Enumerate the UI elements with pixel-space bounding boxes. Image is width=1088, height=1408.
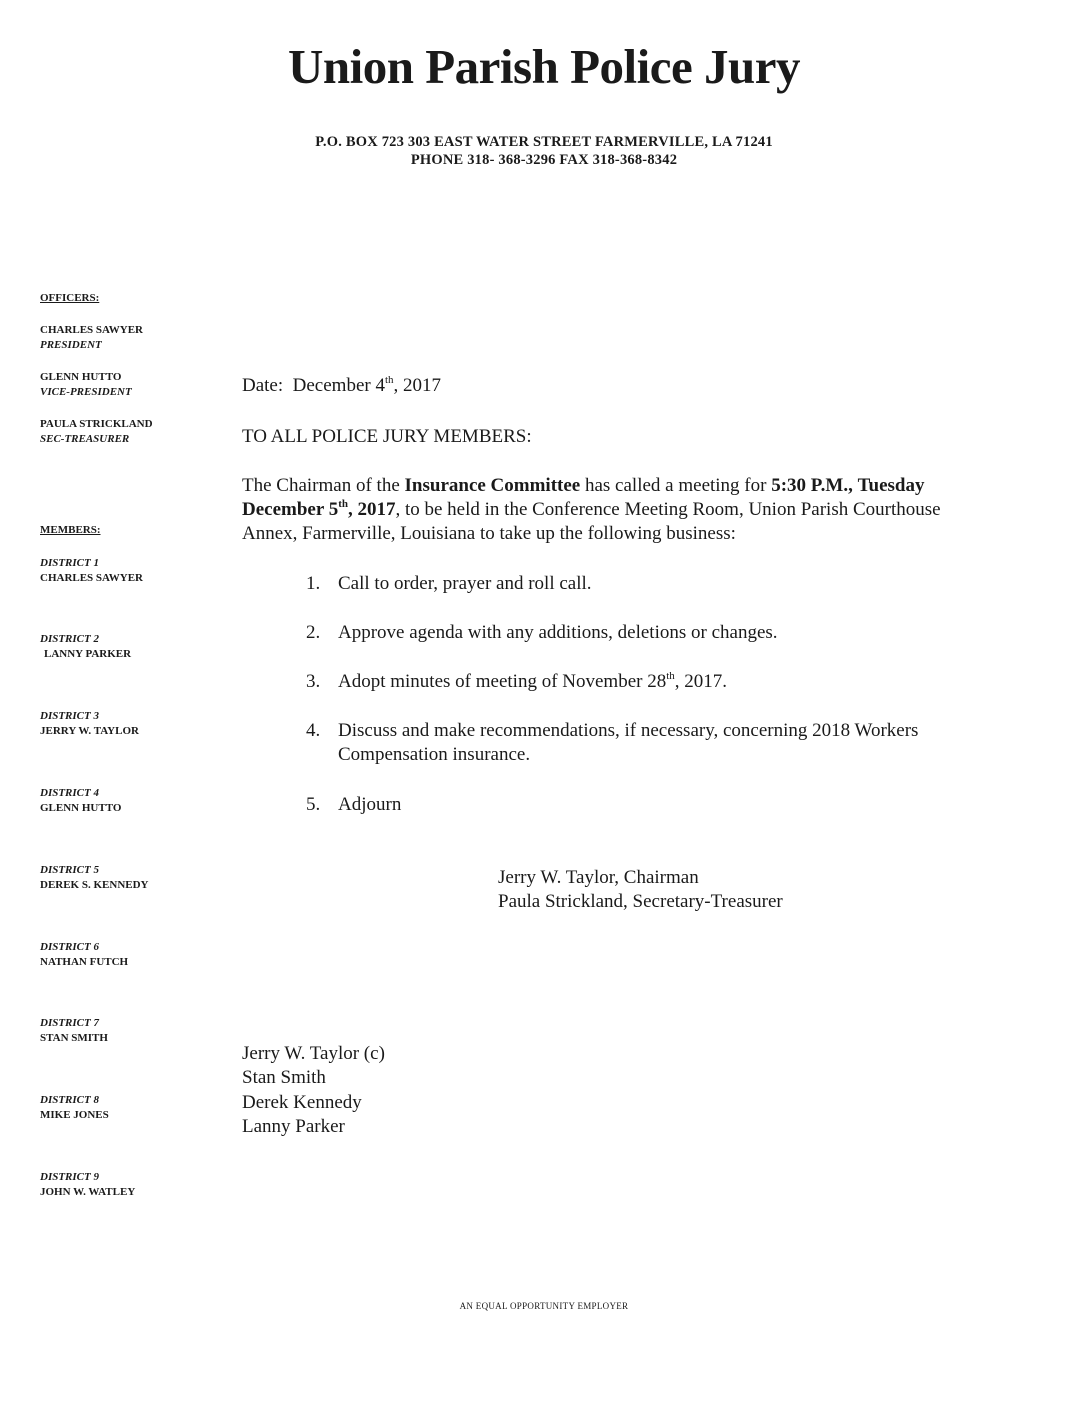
district-label: DISTRICT 7	[40, 1017, 99, 1029]
date-suffix: th	[384, 373, 394, 386]
meeting-paragraph	[242, 474, 962, 546]
committee-member: Jerry W. Taylor (c)	[242, 1043, 385, 1064]
agenda-number: 1.	[306, 573, 321, 594]
member-district-2	[40, 632, 131, 662]
officer-vice-president	[40, 370, 132, 400]
date-label: Date:	[242, 375, 284, 396]
phone-line: PHONE 318- 368-3296 FAX 318-368-8342	[410, 152, 678, 168]
member-district-9	[40, 1170, 135, 1200]
member-district-7	[40, 1016, 108, 1046]
member-name: DEREK S. KENNEDY	[40, 879, 149, 891]
member-district-4	[40, 786, 121, 816]
members-heading: MEMBERS:	[40, 524, 101, 536]
agenda-item	[306, 572, 948, 596]
member-name: LANNY PARKER	[44, 648, 132, 660]
officer-title: PRESIDENT	[40, 339, 102, 351]
committee-member: Derek Kennedy	[242, 1092, 362, 1113]
para-text: The Chairman of the	[242, 475, 405, 496]
signature-chairman: Jerry W. Taylor, Chairman	[498, 867, 699, 888]
para-text: has called a meeting for	[580, 475, 772, 496]
organization-name: Union Parish Police Jury	[287, 39, 801, 94]
agenda-text: Adopt minutes of meeting of November 28	[338, 671, 667, 692]
agenda-item	[306, 670, 948, 694]
meeting-day-suffix: th	[338, 497, 348, 510]
officer-president	[40, 323, 143, 353]
agenda-text: Discuss and make recommendations, if necessary, concerning 2018 Workers Compensation insurance.	[338, 720, 919, 765]
officer-name: CHARLES SAWYER	[40, 324, 143, 336]
member-district-1	[40, 556, 143, 586]
agenda-text-wrap	[338, 670, 948, 694]
agenda-number: 3.	[306, 671, 321, 692]
member-name: JOHN W. WATLEY	[40, 1186, 136, 1198]
committee-name: Insurance Committee	[404, 475, 581, 496]
officer-title: SEC-TREASURER	[40, 433, 130, 445]
member-district-6	[40, 940, 128, 970]
officer-name: PAULA STRICKLAND	[40, 418, 153, 430]
member-name: NATHAN FUTCH	[40, 956, 129, 968]
district-label: DISTRICT 9	[40, 1171, 99, 1183]
salutation: TO ALL POLICE JURY MEMBERS:	[242, 426, 532, 447]
officer-sec-treasurer	[40, 417, 153, 447]
agenda-item	[306, 719, 948, 767]
agenda-item	[306, 793, 948, 817]
date-year: , 2017	[393, 375, 442, 396]
para-text: , to be held in the Conference Meeting Room, Union Parish Courthouse Annex, Farmerville, Louisiana to take up the following business:	[242, 499, 941, 544]
committee-member: Lanny Parker	[242, 1116, 345, 1137]
district-label: DISTRICT 8	[40, 1094, 99, 1106]
meeting-year: , 2017	[347, 499, 396, 520]
meeting-day-text: Tuesday December 5	[242, 475, 925, 520]
district-label: DISTRICT 1	[40, 557, 99, 569]
officer-title: VICE-PRESIDENT	[40, 386, 132, 398]
member-name: JERRY W. TAYLOR	[40, 725, 139, 737]
agenda-text: Call to order, prayer and roll call.	[338, 573, 592, 594]
agenda-tail: , 2017.	[674, 671, 728, 692]
agenda-suffix: th	[666, 669, 675, 682]
district-label: DISTRICT 6	[40, 941, 99, 953]
officer-name: GLENN HUTTO	[40, 371, 122, 383]
committee-member: Stan Smith	[242, 1067, 326, 1088]
district-label: DISTRICT 2	[40, 633, 99, 645]
member-name: GLENN HUTTO	[40, 802, 122, 814]
letter-date	[242, 374, 441, 398]
district-label: DISTRICT 5	[40, 864, 99, 876]
agenda-number: 2.	[306, 622, 321, 643]
member-name: MIKE JONES	[40, 1109, 109, 1121]
agenda-text: Adjourn	[338, 794, 402, 815]
address-line: P.O. BOX 723 303 EAST WATER STREET FARMERVILLE, LA 71241	[315, 134, 773, 150]
date-month-day: December 4	[292, 375, 385, 396]
officers-heading: OFFICERS:	[40, 292, 100, 304]
meeting-time: 5:30 P.M.,	[771, 475, 853, 496]
signature-secretary: Paula Strickland, Secretary-Treasurer	[498, 891, 783, 912]
agenda-item	[306, 621, 948, 645]
agenda-number: 5.	[306, 794, 321, 815]
member-name: STAN SMITH	[40, 1032, 108, 1044]
district-label: DISTRICT 3	[40, 710, 99, 722]
member-district-3	[40, 709, 139, 739]
agenda-text: Approve agenda with any additions, deletions or changes.	[338, 622, 778, 643]
district-label: DISTRICT 4	[40, 787, 99, 799]
member-district-5	[40, 863, 149, 893]
member-district-8	[40, 1093, 109, 1123]
footer-eoe: AN EQUAL OPPORTUNITY EMPLOYER	[459, 1301, 629, 1311]
member-name: CHARLES SAWYER	[40, 572, 143, 584]
agenda-number: 4.	[306, 720, 321, 741]
